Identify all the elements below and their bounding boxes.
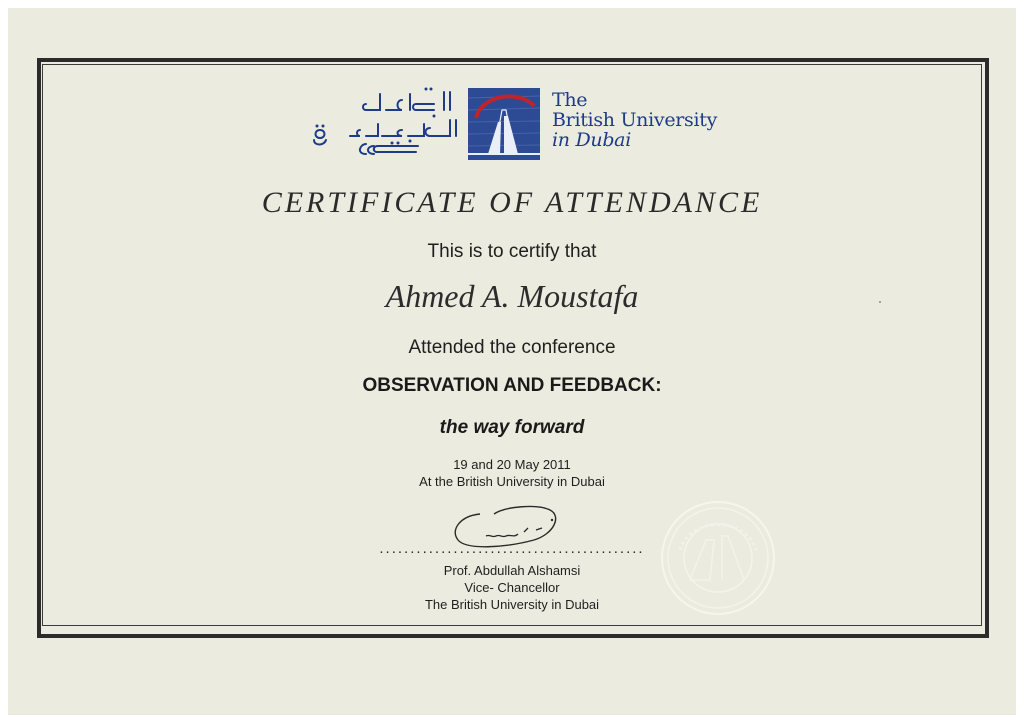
attended-text: Attended the conference (408, 337, 616, 358)
conference-dates: 19 and 20 May 2011 (453, 457, 571, 472)
conference-title: OBSERVATION AND FEEDBACK: (362, 375, 662, 396)
signatory-institution: The British University in Dubai (424, 597, 600, 612)
logo-line-in-dubai: in Dubai (552, 129, 631, 151)
signature-dotted-line: ........................................... (379, 540, 645, 557)
arabic-name-logo (300, 86, 464, 161)
certify-text: This is to certify that (427, 241, 597, 262)
english-name-logo (552, 90, 717, 150)
conference-venue: At the British University in Dubai (419, 474, 605, 489)
signatory-role: Vice- Chancellor (464, 580, 560, 595)
certificate-title: CERTIFICATE OF ATTENDANCE (261, 186, 763, 219)
logo-line-the: The (552, 89, 588, 111)
paper-speck (879, 301, 881, 303)
university-emblem-icon (468, 88, 540, 160)
university-logo (300, 86, 720, 166)
conference-subtitle: the way forward (439, 417, 585, 438)
signatory-name: Prof. Abdullah Alshamsi (443, 563, 581, 578)
embossed-seal (660, 500, 776, 616)
logo-line-british-university: British University (552, 109, 718, 131)
recipient-name: Ahmed A. Moustafa (385, 278, 639, 314)
